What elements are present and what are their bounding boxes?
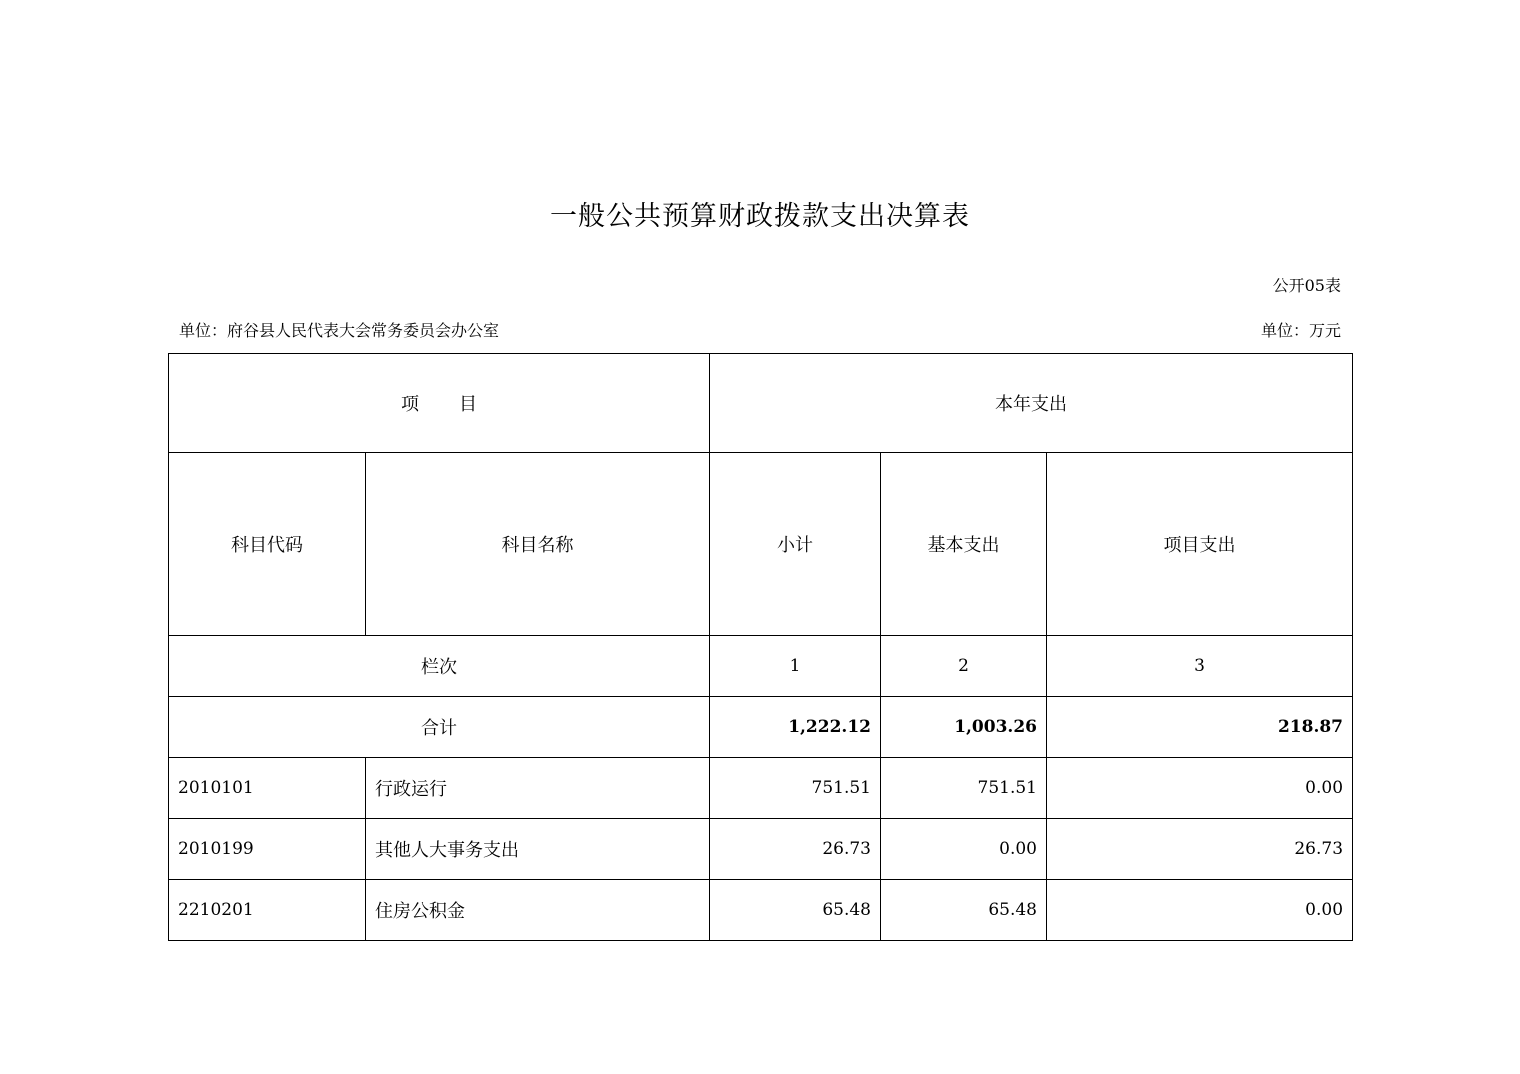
col-name-header: 科目名称 (366, 453, 710, 636)
row-subtotal: 26.73 (710, 819, 881, 880)
row-project: 26.73 (1047, 819, 1353, 880)
row-basic: 0.00 (881, 819, 1047, 880)
column-index-label: 栏次 (169, 636, 710, 697)
table-row (169, 819, 1353, 880)
unit-organization: 单位：府谷县人民代表大会常务委员会办公室 (179, 321, 500, 340)
header-item-left: 项 (401, 394, 419, 415)
expenditure-table (168, 353, 1353, 941)
row-subtotal: 751.51 (710, 758, 881, 819)
row-project: 0.00 (1047, 880, 1353, 941)
row-basic: 65.48 (881, 880, 1047, 941)
unit-currency: 单位：万元 (1260, 321, 1341, 340)
row-code: 2010199 (169, 819, 366, 880)
col-subtotal-header: 小计 (710, 453, 881, 636)
col-project-header: 项目支出 (1047, 453, 1353, 636)
total-subtotal: 1,222.12 (710, 697, 881, 758)
header-year-expenditure: 本年支出 (710, 354, 1353, 453)
header-row-top (169, 354, 1353, 453)
total-row (169, 697, 1353, 758)
column-index-3: 3 (1047, 636, 1353, 697)
column-index-2: 2 (881, 636, 1047, 697)
total-basic: 1,003.26 (881, 697, 1047, 758)
column-index-1: 1 (710, 636, 881, 697)
column-index-row (169, 636, 1353, 697)
table-row (169, 758, 1353, 819)
total-label: 合计 (169, 697, 710, 758)
row-code: 2010101 (169, 758, 366, 819)
header-row-columns (169, 453, 1353, 636)
total-project: 218.87 (1047, 697, 1353, 758)
col-code-header: 科目代码 (169, 453, 366, 636)
row-code: 2210201 (169, 880, 366, 941)
table-row (169, 880, 1353, 941)
page-title: 一般公共预算财政拨款支出决算表 (550, 201, 970, 232)
row-name: 其他人大事务支出 (366, 819, 710, 880)
row-name: 住房公积金 (366, 880, 710, 941)
row-basic: 751.51 (881, 758, 1047, 819)
row-project: 0.00 (1047, 758, 1353, 819)
row-name: 行政运行 (366, 758, 710, 819)
form-number: 公开05表 (1272, 276, 1341, 295)
header-item-right: 目 (459, 394, 477, 415)
header-item (169, 354, 710, 453)
row-subtotal: 65.48 (710, 880, 881, 941)
col-basic-header: 基本支出 (881, 453, 1047, 636)
